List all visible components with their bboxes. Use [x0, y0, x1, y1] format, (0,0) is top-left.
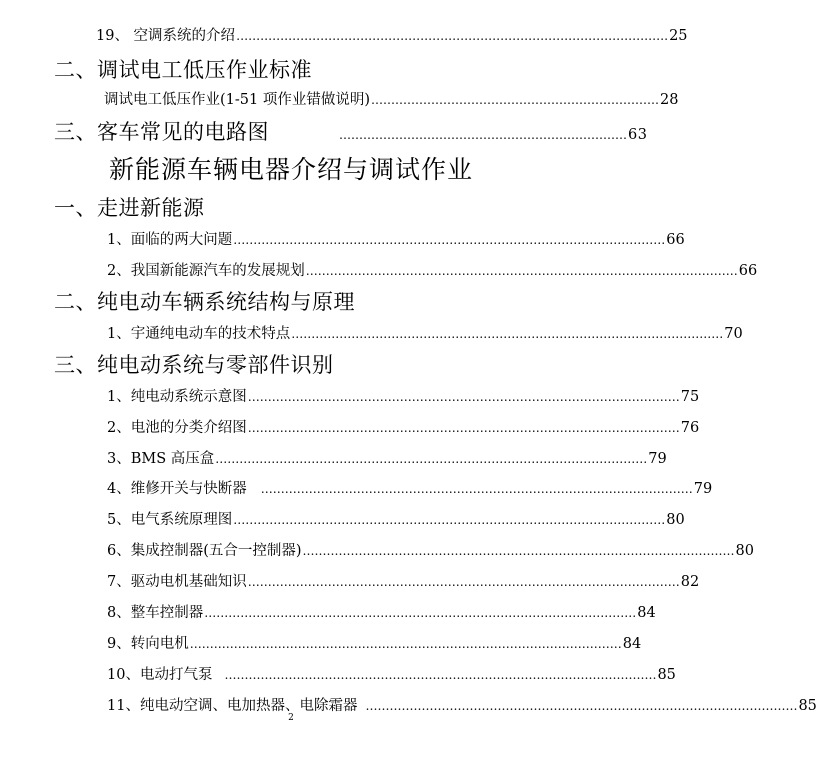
section-heading-ev-components[interactable]: 三、纯电动系统与零部件识别 [54, 353, 334, 377]
toc-entry-label: 1、宇通纯电动车的技术特点 [107, 326, 291, 342]
toc-entry-label: 1、面临的两大问题 [107, 232, 233, 248]
toc-entry-page: 79 [648, 451, 667, 467]
toc-leader-dots: ……………………………………………………………………………………………… [224, 668, 657, 682]
toc-entry-label: 6、集成控制器(五合一控制器) [107, 543, 302, 559]
toc-entry-bms-box[interactable] [107, 447, 667, 468]
toc-leader-dots: ……………………………………………………………………………………………… [189, 637, 622, 651]
toc-leader-dots: ……………………………………………………………………………………………… [204, 606, 637, 620]
section-heading-low-voltage-standard[interactable]: 二、调试电工低压作业标准 [54, 58, 312, 82]
toc-leader-dots: ……………………………………………………………… [371, 93, 659, 107]
toc-entry-page: 75 [680, 389, 700, 405]
toc-entry-yutong-features[interactable] [107, 322, 743, 343]
toc-leader-dots: ……………………………………………………………… [339, 128, 627, 142]
toc-entry-label: 3、BMS 高压盒 [107, 451, 215, 467]
toc-leader-dots: ……………………………………………………………………………………………… [365, 699, 798, 713]
toc-entry-steering-motor[interactable] [107, 632, 642, 653]
toc-entry-page: 63 [628, 127, 648, 143]
toc-leader-dots: ……………………………………………………………………………………………… [305, 264, 738, 278]
toc-entry-page: 76 [680, 420, 700, 436]
toc-entry-low-voltage-operation[interactable] [104, 88, 679, 109]
toc-entry-page: 25 [669, 28, 688, 44]
chapter-title: 新能源车辆电器介绍与调试作业 [108, 155, 473, 184]
page-number: 2 [288, 713, 294, 723]
toc-leader-dots: ……………………………………………………………………………………………… [247, 390, 680, 404]
toc-leader-dots: ……………………………………………………………………………………………… [247, 421, 680, 435]
toc-leader-dots: ……………………………………………………………………………………………… [215, 452, 648, 466]
toc-leader-dots: ……………………………………………………………………………………………… [233, 513, 666, 527]
toc-entry-electrical-schematic[interactable] [107, 508, 685, 529]
toc-leader-dots: ……………………………………………………………………………………………… [302, 544, 735, 558]
section-heading-circuit-diagrams[interactable] [54, 116, 648, 146]
toc-entry-label: 1、纯电动系统示意图 [107, 389, 247, 405]
toc-entry-page: 28 [660, 92, 679, 108]
toc-leader-dots: ……………………………………………………………………………………………… [291, 327, 724, 341]
toc-entry-ac-system[interactable] [96, 24, 688, 45]
toc-entry-page: 70 [724, 326, 743, 342]
toc-entry-label: 11、纯电动空调、电加热器、电除霜器 [107, 698, 358, 714]
toc-entry-air-pump[interactable] [107, 663, 676, 684]
toc-entry-integrated-controller[interactable] [107, 539, 754, 560]
toc-entry-page: 84 [622, 636, 642, 652]
toc-entry-page: 79 [693, 481, 713, 497]
toc-leader-dots: ……………………………………………………………………………………………… [236, 29, 669, 43]
toc-entry-development-plan[interactable] [107, 259, 758, 280]
toc-entry-vehicle-controller[interactable] [107, 601, 656, 622]
toc-entry-label: 9、转向电机 [107, 636, 189, 652]
toc-entry-ev-schematic[interactable] [107, 385, 700, 406]
toc-entry-page: 84 [637, 605, 656, 621]
toc-entry-label: 2、我国新能源汽车的发展规划 [107, 263, 305, 279]
toc-entry-label: 19、 空调系统的介绍 [96, 28, 236, 44]
toc-entry-page: 82 [680, 574, 700, 590]
toc-entry-page: 66 [666, 232, 685, 248]
toc-entry-service-switch[interactable] [107, 477, 713, 498]
toc-entry-label: 8、整车控制器 [107, 605, 204, 621]
toc-leader-dots: ……………………………………………………………………………………………… [233, 233, 666, 247]
toc-entry-ev-ac-heater-defroster[interactable] [107, 694, 817, 715]
toc-entry-page: 80 [666, 512, 685, 528]
toc-entry-label: 2、电池的分类介绍图 [107, 420, 247, 436]
toc-entry-label: 4、维修开关与快断器 [107, 481, 247, 497]
toc-entry-label: 7、驱动电机基础知识 [107, 574, 247, 590]
toc-entry-label: 5、电气系统原理图 [107, 512, 233, 528]
toc-leader-dots: ……………………………………………………………………………………………… [260, 482, 693, 496]
toc-entry-drive-motor[interactable] [107, 570, 700, 591]
toc-entry-label: 10、电动打气泵 [107, 667, 213, 683]
toc-entry-page: 85 [798, 698, 817, 714]
toc-entry-page: 66 [738, 263, 758, 279]
toc-entry-label: 调试电工低压作业(1-51 项作业错做说明) [104, 92, 370, 108]
toc-entry-two-problems[interactable] [107, 228, 685, 249]
toc-leader-dots: ……………………………………………………………………………………………… [247, 575, 680, 589]
toc-entry-battery-types[interactable] [107, 416, 700, 437]
toc-entry-label: 三、客车常见的电路图 [54, 120, 269, 144]
toc-entry-page: 80 [735, 543, 754, 559]
section-heading-ev-structure[interactable]: 二、纯电动车辆系统结构与原理 [54, 290, 355, 314]
toc-entry-page: 85 [657, 667, 676, 683]
section-heading-into-new-energy[interactable]: 一、走进新能源 [54, 196, 205, 220]
